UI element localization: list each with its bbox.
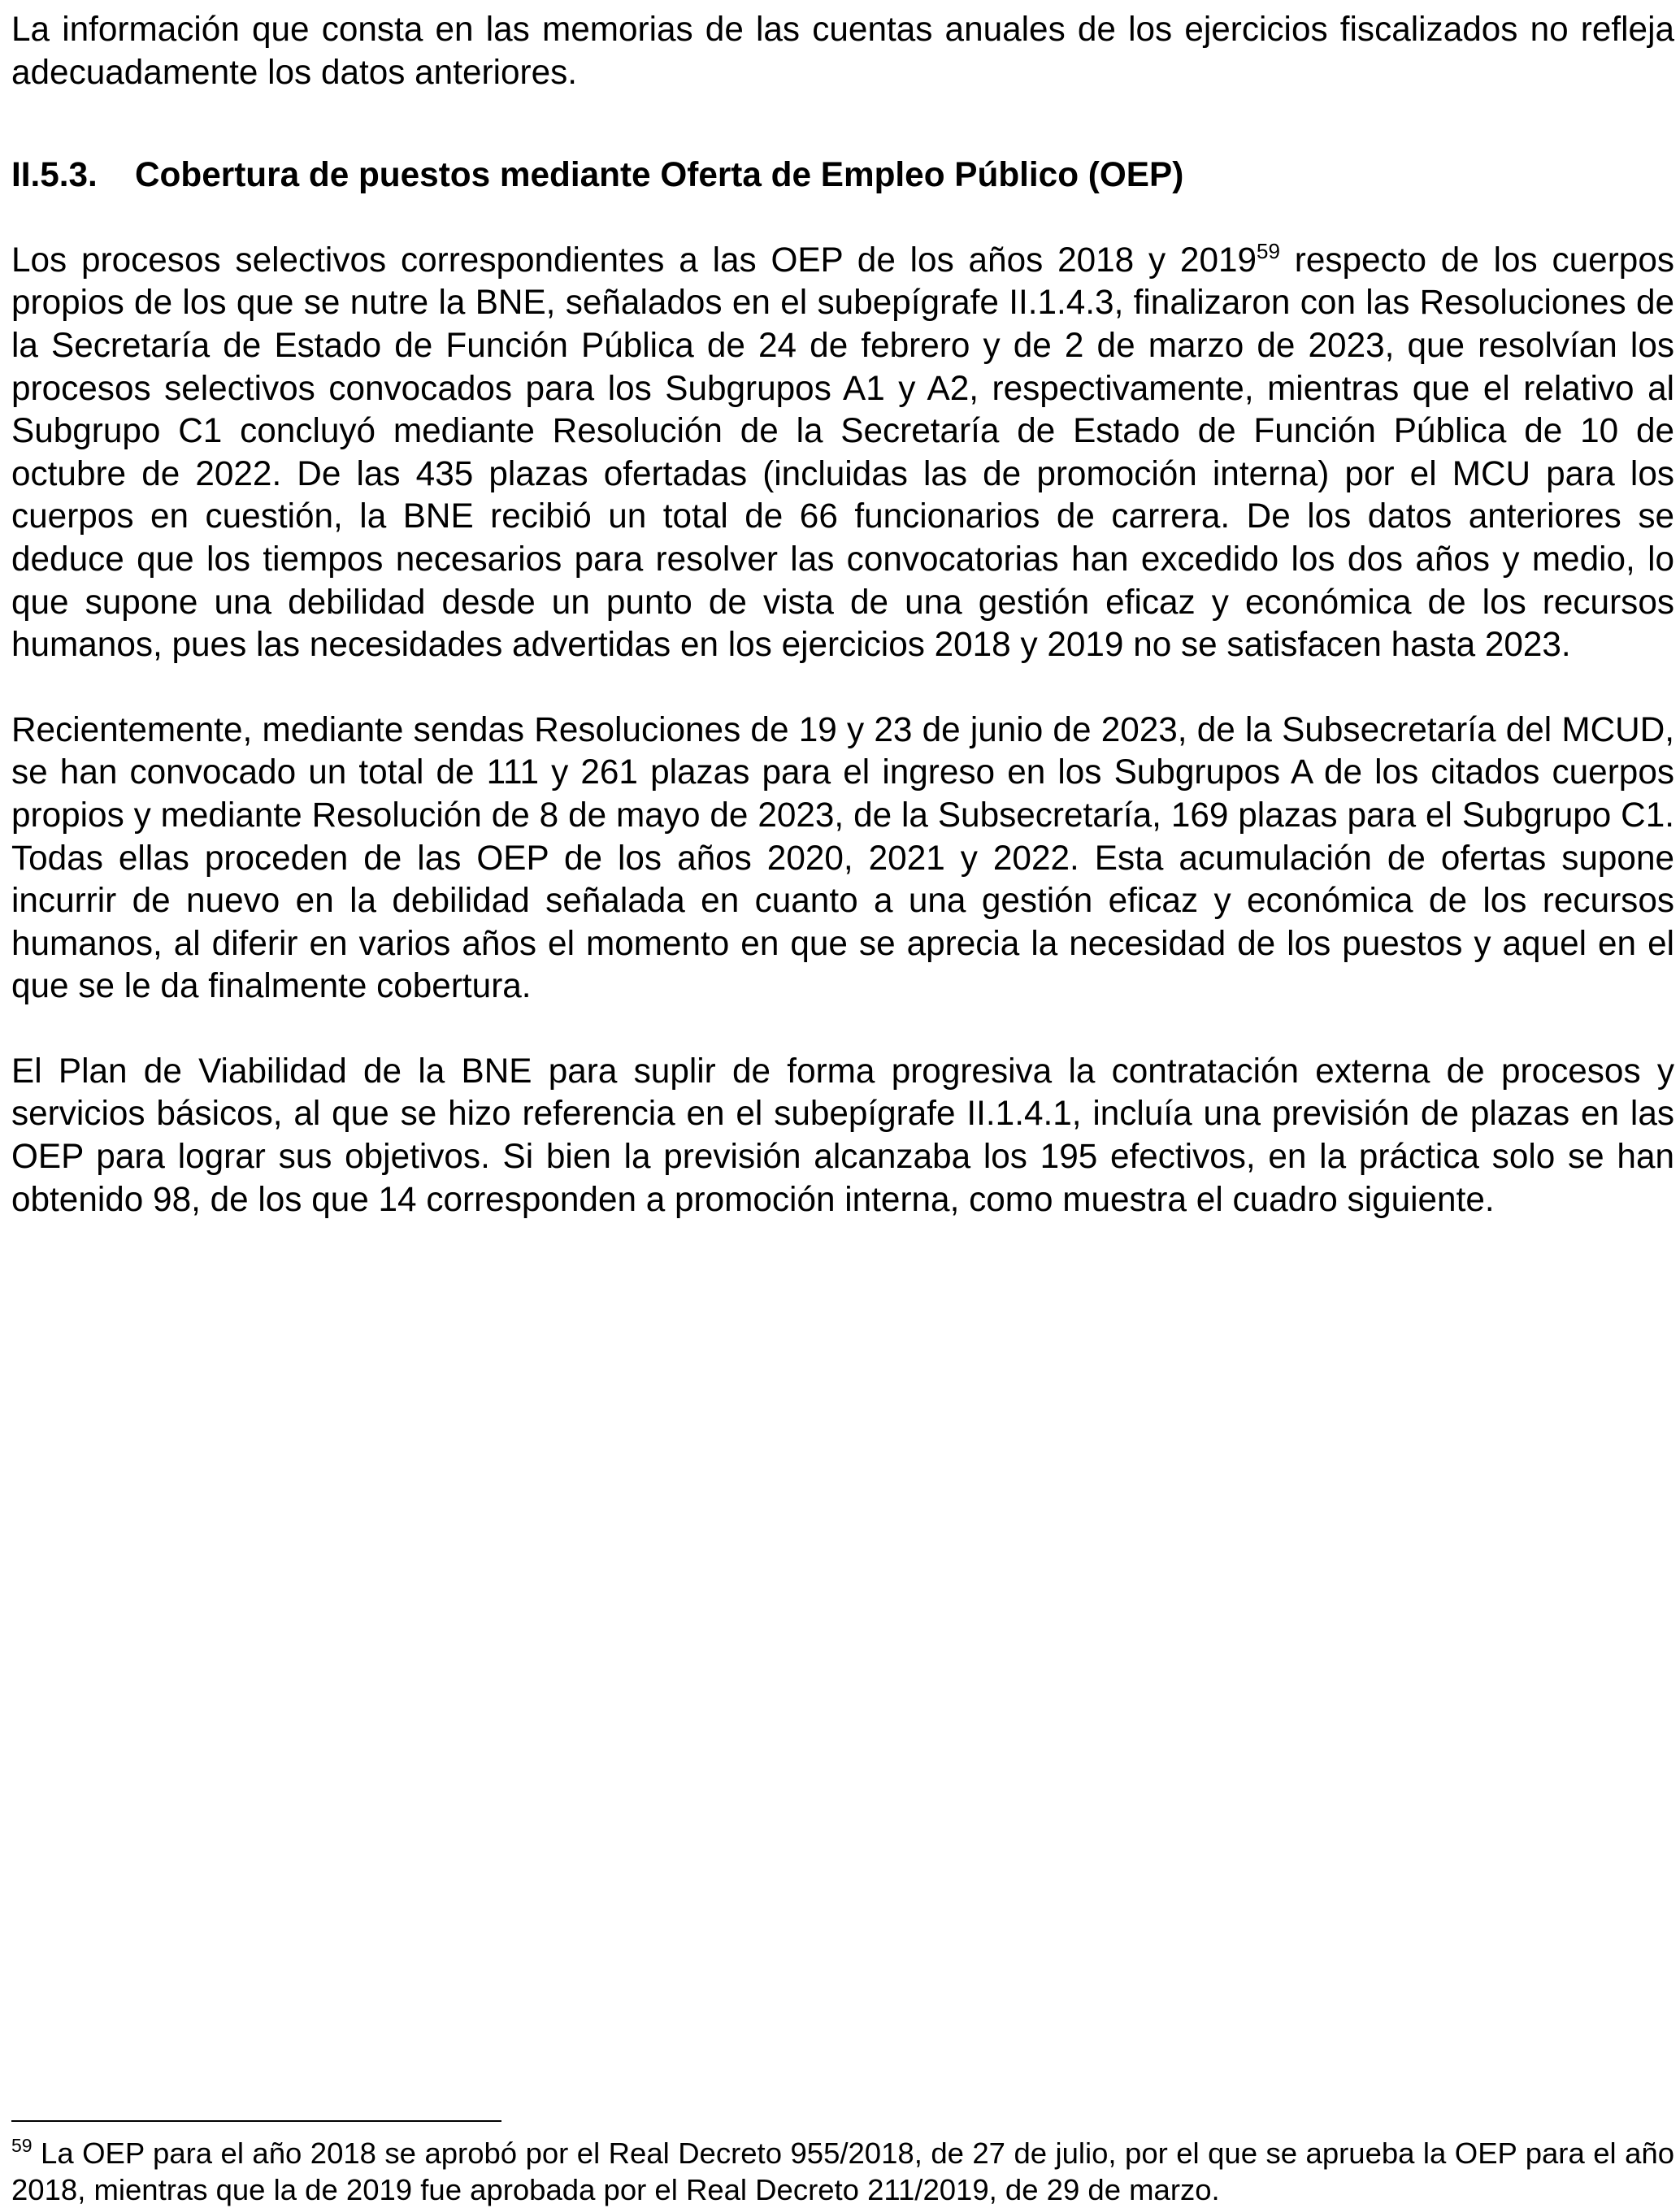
paragraph-2-rest: respecto de los cuerpos propios de los que se nutre la BNE, señalados en el subepígrafe II.1.4.3, finalizaron con las Resoluciones de la Secretaría de Estado de Función Pública de 24 de febrero y de 2 de marzo de 2023, que resolvían los procesos selectivos convocados para los Subgrupos A1 y A2, respectivamente, mientras que el relativo al Subgrupo C1 concluyó mediante Resolución de la Secretaría de Estado de Función Pública de 10 de octubre de 2022. De las 435 plazas ofertadas (incluidas las de promoción interna) por el MCU para los cuerpos en cuestión, la BNE recibió un total de 66 funcionarios de carrera. De los datos anteriores se deduce que los tiempos necesarios para resolver las convocatorias han excedido los dos años y medio, lo que supone una debilidad desde un punto de vista de una gestión eficaz y económica de los recursos humanos, pues las necesidades advertidas en los ejercicios 2018 y 2019 no se satisfacen hasta 2023.	[11, 240, 1674, 664]
paragraph-4: El Plan de Viabilidad de la BNE para suplir de forma progresiva la contratación externa de procesos y servicios básicos, al que se hizo referencia en el subepígrafe II.1.4.1, incluía una previsión de plazas en las OEP para lograr sus objetivos. Si bien la previsión alcanzaba los 195 efectivos, en la práctica solo se han obtenido 98, de los que 14 corresponden a promoción interna, como muestra el cuadro siguiente.	[11, 1051, 1674, 1218]
footnote-separator	[11, 2120, 501, 2122]
paragraph-3: Recientemente, mediante sendas Resoluciones de 19 y 23 de junio de 2023, de la Subsecretaría del MCUD, se han convocado un total de 111 y 261 plazas para el ingreso en los Subgrupos A de los citados cuerpos propios y mediante Resolución de 8 de mayo de 2023, de la Subsecretaría, 169 plazas para el Subgrupo C1. Todas ellas proceden de las OEP de los años 2020, 2021 y 2022. Esta acumulación de ofertas supone incurrir de nuevo en la debilidad señalada en cuanto a una gestión eficaz y económica de los recursos humanos, al diferir en varios años el momento en que se aprecia la necesidad de los puestos y aquel en el que se le da finalmente cobertura.	[11, 709, 1674, 1005]
section-number: II.5.3.	[11, 155, 98, 194]
section-title: Cobertura de puestos mediante Oferta de Empleo Público (OEP)	[135, 155, 1184, 194]
footnote-reference[interactable]: 59	[1257, 238, 1280, 263]
paragraph-2-start: Los procesos selectivos correspondientes a las OEP de los años 2018 y 2019	[11, 240, 1257, 279]
footnote-number: 59	[11, 2135, 33, 2156]
document-body	[11, 8, 1674, 1263]
paragraph-2	[11, 239, 1674, 666]
footnote-text: La OEP para el año 2018 se aprobó por el Real Decreto 955/2018, de 27 de julio, por el que se aprueba la OEP para el año 2018, mientras que la de 2019 fue aprobada por el Real Decreto 211/2019, de 29 de marzo.	[11, 2136, 1674, 2206]
paragraph-1: La información que consta en las memorias de las cuentas anuales de los ejercicios fiscalizados no refleja adecuadamente los datos anteriores.	[11, 10, 1674, 91]
section-heading	[11, 154, 1674, 197]
footnote	[11, 2135, 1674, 2208]
